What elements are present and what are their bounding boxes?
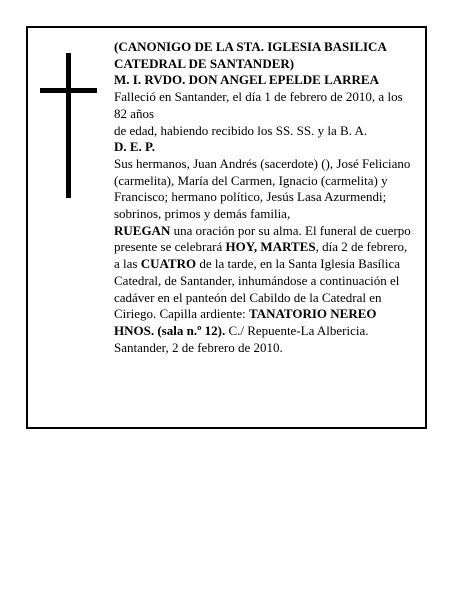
ruegan-word: RUEGAN xyxy=(114,222,171,238)
hoy-martes: HOY, MARTES xyxy=(225,239,316,255)
date-line: Santander, 2 de febrero de 2010. xyxy=(114,339,283,355)
service-text-2: , día 2 de febrero, a las xyxy=(114,239,408,272)
deceased-name: M. I. RVDO. DON ANGEL EPELDE LARREA xyxy=(114,72,379,88)
family-paragraph: Sus hermanos, Juan Andrés (sacerdote) (), José Feliciano (carmelita), María del Carmen, Ignacio (carmelita) y Francisco; hermano político, Jesús Lasa Azurmendi; sobrinos, primos y demás familia, xyxy=(114,155,411,222)
sacraments-line: de edad, habiendo recibido los SS. SS. y la B. A. xyxy=(114,122,368,138)
service-text-1: una oración por su alma. El funeral de cuerpo presente se celebrará xyxy=(114,222,411,255)
cuatro-word: CUATRO xyxy=(140,256,197,272)
obituary-notice xyxy=(26,26,427,429)
header-title: (CANONIGO DE LA STA. IGLESIA BASILICA CATEDRAL DE SANTANDER) xyxy=(114,39,387,71)
tanatorio-name: TANATORIO NEREO HNOS. (sala n.º 12). xyxy=(114,306,377,338)
cross-icon-bar xyxy=(40,88,97,93)
service-text-4: C./ Repuente-La Albericia. xyxy=(225,322,369,338)
obituary-text xyxy=(114,39,414,356)
cross-icon xyxy=(66,53,71,198)
service-text-3: de la tarde, en la Santa Iglesia Basílica Catedral, de Santander, inhumándose a continuación el cadáver en el panteón del Cabildo de la Catedral en Ciriego. Capilla ardiente: xyxy=(114,256,401,322)
rip-line: D. E. P. xyxy=(114,139,156,155)
service-paragraph xyxy=(114,223,414,340)
death-line: Falleció en Santander, el día 1 de febrero de 2010, a los 82 años xyxy=(114,89,403,121)
